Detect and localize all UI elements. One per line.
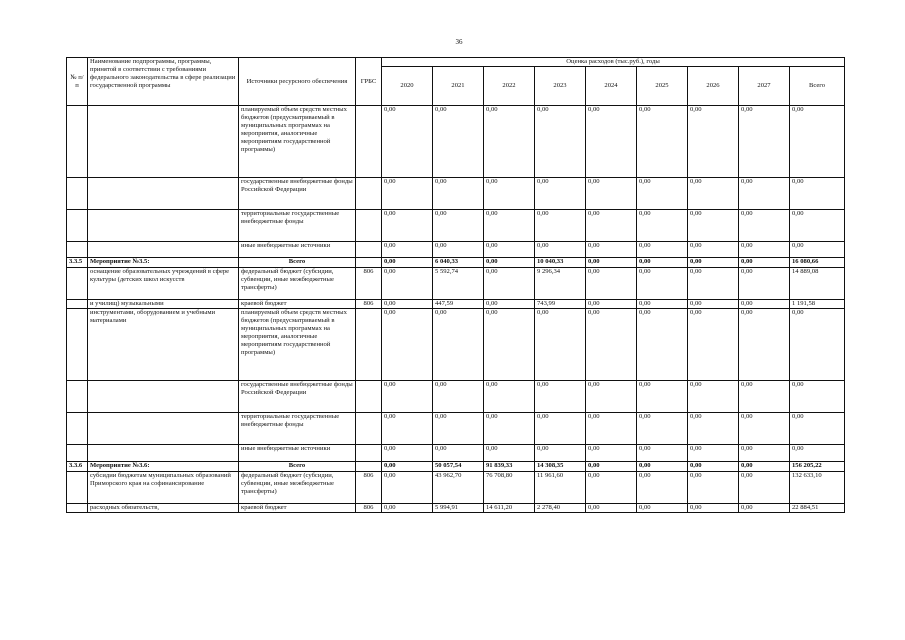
- header-source: Источники ресурсного обеспечения: [239, 58, 356, 106]
- table-body: [67, 106, 845, 513]
- cell-value: 447,59: [433, 300, 484, 309]
- cell-value: 0,00: [484, 445, 535, 462]
- cell-grbs: [356, 381, 382, 413]
- cell-value: 0,00: [484, 268, 535, 300]
- cell-value: 0,00: [688, 300, 739, 309]
- cell-value: 5 994,91: [433, 504, 484, 513]
- cell-value: 0,00: [739, 258, 790, 268]
- cell-value: 0,00: [586, 381, 637, 413]
- cell-value: 0,00: [382, 258, 433, 268]
- cell-total: 0,00: [790, 381, 845, 413]
- cell-no: 3.3.5: [67, 258, 88, 268]
- cell-value: 0,00: [382, 210, 433, 242]
- cell-source: Всего: [239, 258, 356, 268]
- cell-value: 0,00: [637, 462, 688, 472]
- cell-value: 0,00: [382, 504, 433, 513]
- cell-value: 0,00: [586, 462, 637, 472]
- cell-value: 10 040,33: [535, 258, 586, 268]
- cell-no: [67, 472, 88, 504]
- cell-value: 0,00: [433, 178, 484, 210]
- cell-name: [88, 413, 239, 445]
- cell-value: 0,00: [739, 178, 790, 210]
- cell-value: 0,00: [382, 462, 433, 472]
- cell-value: 0,00: [688, 445, 739, 462]
- cell-source: планируемый объем средств местных бюджетов (предусматриваемый в муниципальных программах на мероприятия, аналогичные мероприятиям государственной программы): [239, 106, 356, 178]
- cell-source: государственные внебюджетные фонды Российской Федерации: [239, 178, 356, 210]
- cell-value: 0,00: [535, 106, 586, 178]
- cell-value: 0,00: [586, 472, 637, 504]
- cell-value: 0,00: [637, 210, 688, 242]
- cell-value: 0,00: [637, 381, 688, 413]
- cell-value: 0,00: [637, 309, 688, 381]
- table-row: [67, 268, 845, 300]
- cell-value: 0,00: [382, 178, 433, 210]
- cell-total: 0,00: [790, 309, 845, 381]
- page-number: 36: [455, 38, 463, 46]
- cell-value: 0,00: [382, 413, 433, 445]
- cell-no: [67, 413, 88, 445]
- cell-name: [88, 381, 239, 413]
- cell-source: краевой бюджет: [239, 504, 356, 513]
- cell-source: планируемый объем средств местных бюджетов (предусматриваемый в муниципальных программах на мероприятия, аналогичные мероприятиям государственной программы): [239, 309, 356, 381]
- cell-value: 91 839,33: [484, 462, 535, 472]
- cell-value: 0,00: [739, 106, 790, 178]
- cell-value: 2 278,40: [535, 504, 586, 513]
- cell-value: 0,00: [433, 413, 484, 445]
- cell-value: 0,00: [739, 413, 790, 445]
- cell-value: 0,00: [586, 309, 637, 381]
- cell-name: [88, 106, 239, 178]
- cell-value: 0,00: [484, 106, 535, 178]
- cell-value: 0,00: [433, 210, 484, 242]
- cell-value: 43 962,70: [433, 472, 484, 504]
- cell-grbs: [356, 258, 382, 268]
- cell-value: 0,00: [382, 300, 433, 309]
- cell-value: 0,00: [739, 381, 790, 413]
- table-row: [67, 106, 845, 178]
- header-year: 2021: [433, 67, 484, 106]
- cell-value: 0,00: [586, 268, 637, 300]
- cell-value: 0,00: [688, 178, 739, 210]
- cell-total: 14 889,08: [790, 268, 845, 300]
- cell-value: 0,00: [535, 445, 586, 462]
- cell-value: 0,00: [433, 445, 484, 462]
- cell-value: 0,00: [382, 268, 433, 300]
- cell-name: [88, 210, 239, 242]
- cell-value: 0,00: [586, 242, 637, 258]
- cell-total: 0,00: [790, 178, 845, 210]
- cell-grbs: [356, 309, 382, 381]
- cell-value: 0,00: [637, 268, 688, 300]
- cell-value: 0,00: [535, 242, 586, 258]
- cell-no: [67, 504, 88, 513]
- cell-value: 0,00: [739, 268, 790, 300]
- table-row: [67, 413, 845, 445]
- cell-source: государственные внебюджетные фонды Российской Федерации: [239, 381, 356, 413]
- cell-value: 50 057,54: [433, 462, 484, 472]
- table-row: [67, 504, 845, 513]
- cell-source: Всего: [239, 462, 356, 472]
- cell-value: 0,00: [484, 178, 535, 210]
- cell-value: 76 708,80: [484, 472, 535, 504]
- cell-value: 9 296,34: [535, 268, 586, 300]
- cell-total: 22 884,51: [790, 504, 845, 513]
- cell-source: территориальные государственные внебюджетные фонды: [239, 413, 356, 445]
- cell-value: 5 592,74: [433, 268, 484, 300]
- cell-grbs: [356, 445, 382, 462]
- cell-name: [88, 178, 239, 210]
- cell-value: 0,00: [586, 106, 637, 178]
- cell-value: 0,00: [739, 242, 790, 258]
- cell-source: федеральный бюджет (субсидии, субвенции, иные межбюджетные трансферты): [239, 472, 356, 504]
- table-row-total: [67, 462, 845, 472]
- cell-no: [67, 268, 88, 300]
- cell-grbs: [356, 413, 382, 445]
- cell-value: 0,00: [382, 242, 433, 258]
- cell-grbs: [356, 462, 382, 472]
- cell-value: 0,00: [382, 309, 433, 381]
- cell-value: 0,00: [688, 472, 739, 504]
- cell-grbs: [356, 210, 382, 242]
- header-grbs: ГРБС: [356, 58, 382, 106]
- cell-source: территориальные государственные внебюджетные фонды: [239, 210, 356, 242]
- cell-grbs: [356, 106, 382, 178]
- table-row: [67, 300, 845, 309]
- header-year: 2027: [739, 67, 790, 106]
- cell-total: 16 080,66: [790, 258, 845, 268]
- cell-value: 0,00: [484, 242, 535, 258]
- cell-name: расходных обязательств,: [88, 504, 239, 513]
- cell-value: 0,00: [535, 309, 586, 381]
- cell-value: 0,00: [637, 472, 688, 504]
- cell-value: 0,00: [433, 381, 484, 413]
- table-row: [67, 472, 845, 504]
- cell-grbs: [356, 178, 382, 210]
- cell-grbs: 806: [356, 504, 382, 513]
- budget-table: [66, 57, 845, 513]
- cell-value: 0,00: [637, 178, 688, 210]
- cell-value: 0,00: [688, 106, 739, 178]
- cell-value: 0,00: [586, 258, 637, 268]
- cell-grbs: 806: [356, 472, 382, 504]
- cell-value: 0,00: [739, 504, 790, 513]
- cell-value: 0,00: [586, 210, 637, 242]
- cell-total: 0,00: [790, 445, 845, 462]
- cell-value: 0,00: [637, 445, 688, 462]
- cell-value: 0,00: [382, 106, 433, 178]
- cell-name: Мероприятие №3.6:: [88, 462, 239, 472]
- cell-no: [67, 300, 88, 309]
- table-row: [67, 242, 845, 258]
- header-total: Всего: [790, 67, 845, 106]
- cell-name: и училищ) музыкальными: [88, 300, 239, 309]
- cell-grbs: 806: [356, 268, 382, 300]
- cell-value: 0,00: [484, 413, 535, 445]
- header-year: 2024: [586, 67, 637, 106]
- cell-name: инструментами, оборудованием и учебными материалами: [88, 309, 239, 381]
- cell-value: 0,00: [688, 381, 739, 413]
- cell-value: 743,99: [535, 300, 586, 309]
- cell-name: оснащение образовательных учреждений в сфере культуры (детских школ искусств: [88, 268, 239, 300]
- cell-value: 11 961,60: [535, 472, 586, 504]
- cell-value: 0,00: [739, 210, 790, 242]
- cell-total: 0,00: [790, 210, 845, 242]
- header-year: 2020: [382, 67, 433, 106]
- cell-value: 0,00: [535, 178, 586, 210]
- cell-value: 0,00: [484, 300, 535, 309]
- cell-value: 0,00: [739, 462, 790, 472]
- table-row: [67, 309, 845, 381]
- cell-value: 0,00: [688, 309, 739, 381]
- table-row: [67, 381, 845, 413]
- cell-total: 156 205,22: [790, 462, 845, 472]
- cell-value: 0,00: [535, 210, 586, 242]
- cell-name: [88, 242, 239, 258]
- header-estimate: Оценка расходов (тыс.руб.), годы: [382, 58, 845, 67]
- table-row: [67, 178, 845, 210]
- header-year: 2023: [535, 67, 586, 106]
- cell-no: 3.3.6: [67, 462, 88, 472]
- cell-value: 0,00: [739, 445, 790, 462]
- cell-value: 0,00: [688, 504, 739, 513]
- cell-source: иные внебюджетные источники: [239, 242, 356, 258]
- cell-value: 0,00: [688, 242, 739, 258]
- cell-value: 0,00: [586, 504, 637, 513]
- cell-total: 0,00: [790, 413, 845, 445]
- cell-no: [67, 178, 88, 210]
- cell-value: 0,00: [484, 210, 535, 242]
- cell-value: 0,00: [433, 309, 484, 381]
- cell-value: 0,00: [739, 309, 790, 381]
- cell-value: 0,00: [433, 106, 484, 178]
- cell-value: 0,00: [637, 258, 688, 268]
- cell-value: 0,00: [586, 445, 637, 462]
- header-name: Наименование подпрограммы, программы, принятой в соответствии с требованиями федерального законодательства в сфере реализации государственной программы: [88, 58, 239, 106]
- cell-value: 0,00: [739, 472, 790, 504]
- cell-total: 1 191,58: [790, 300, 845, 309]
- cell-value: 0,00: [535, 413, 586, 445]
- cell-value: 0,00: [484, 381, 535, 413]
- cell-value: 0,00: [586, 300, 637, 309]
- cell-value: 0,00: [688, 210, 739, 242]
- cell-name: Мероприятие №3.5:: [88, 258, 239, 268]
- cell-no: [67, 106, 88, 178]
- cell-value: 0,00: [739, 300, 790, 309]
- cell-value: 0,00: [484, 258, 535, 268]
- cell-value: 0,00: [637, 413, 688, 445]
- cell-value: 0,00: [688, 462, 739, 472]
- header-year: 2026: [688, 67, 739, 106]
- cell-value: 0,00: [586, 178, 637, 210]
- cell-value: 0,00: [586, 413, 637, 445]
- cell-value: 0,00: [382, 445, 433, 462]
- cell-source: федеральный бюджет (субсидии, субвенции, иные межбюджетные трансферты): [239, 268, 356, 300]
- cell-no: [67, 210, 88, 242]
- table-row: [67, 445, 845, 462]
- header-year: 2022: [484, 67, 535, 106]
- cell-no: [67, 309, 88, 381]
- cell-value: 14 308,35: [535, 462, 586, 472]
- cell-grbs: 806: [356, 300, 382, 309]
- cell-total: 0,00: [790, 106, 845, 178]
- cell-grbs: [356, 242, 382, 258]
- cell-source: краевой бюджет: [239, 300, 356, 309]
- cell-no: [67, 445, 88, 462]
- cell-value: 0,00: [637, 106, 688, 178]
- cell-value: 0,00: [484, 309, 535, 381]
- cell-value: 0,00: [637, 504, 688, 513]
- table-row-total: [67, 258, 845, 268]
- cell-value: 6 040,33: [433, 258, 484, 268]
- cell-value: 0,00: [637, 242, 688, 258]
- cell-name: субсидии бюджетам муниципальных образований Приморского края на софинансирование: [88, 472, 239, 504]
- cell-value: 0,00: [382, 472, 433, 504]
- cell-value: 0,00: [637, 300, 688, 309]
- cell-value: 0,00: [688, 268, 739, 300]
- cell-value: 0,00: [688, 413, 739, 445]
- cell-value: 0,00: [433, 242, 484, 258]
- header-no: № п/п: [67, 58, 88, 106]
- header-year: 2025: [637, 67, 688, 106]
- cell-name: [88, 445, 239, 462]
- cell-total: 0,00: [790, 242, 845, 258]
- cell-no: [67, 242, 88, 258]
- table-header: [67, 58, 845, 106]
- cell-value: 14 611,20: [484, 504, 535, 513]
- cell-no: [67, 381, 88, 413]
- cell-value: 0,00: [688, 258, 739, 268]
- cell-value: 0,00: [535, 381, 586, 413]
- table-row: [67, 210, 845, 242]
- cell-value: 0,00: [382, 381, 433, 413]
- cell-source: иные внебюджетные источники: [239, 445, 356, 462]
- cell-total: 132 633,10: [790, 472, 845, 504]
